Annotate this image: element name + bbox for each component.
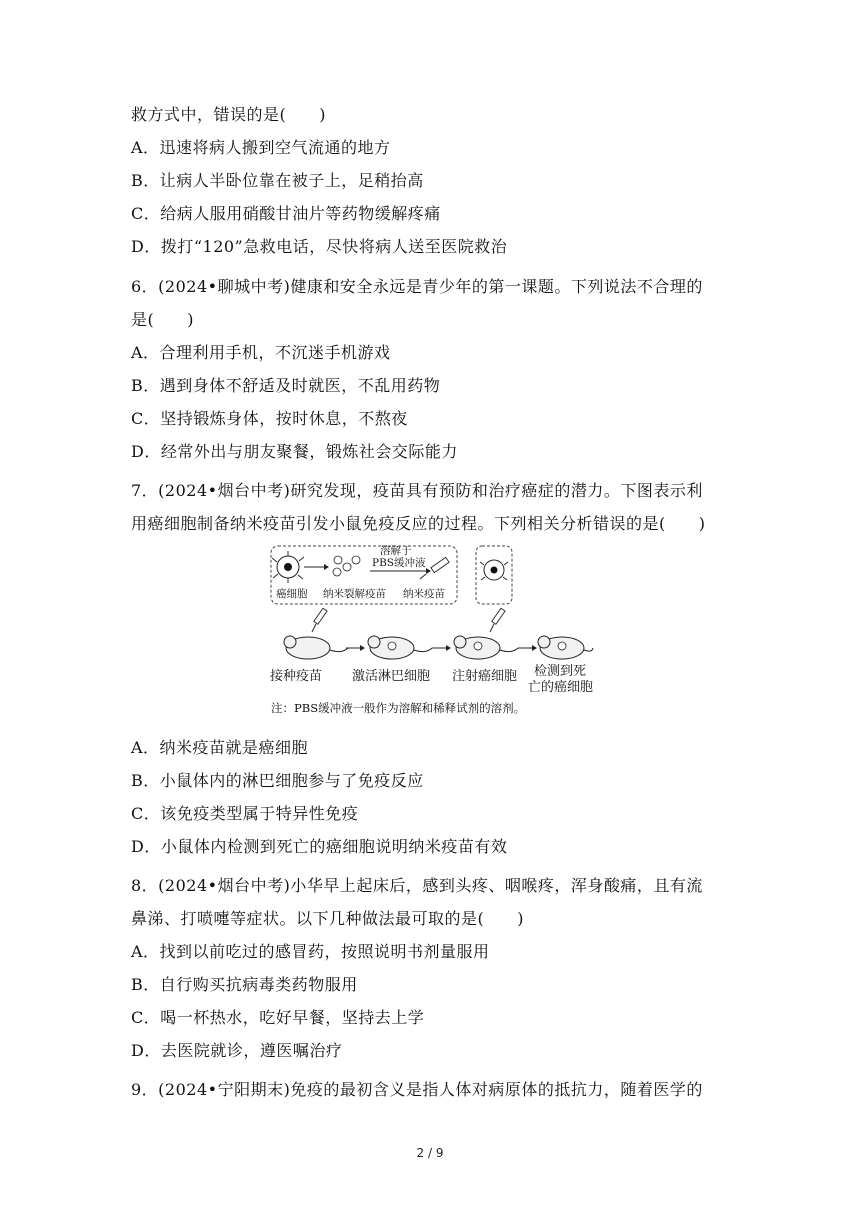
text-line: 8．(2024•烟台中考)小华早上起床后，感到头疼、咽喉疼，浑身酸痛，且有流 (131, 876, 703, 895)
mouse-icon-1 (284, 636, 348, 659)
fig-label-nano-lysate: 纳米裂解疫苗 (323, 588, 386, 600)
page-number: 2 / 9 (416, 1146, 444, 1160)
cancer-cell-icon-2 (480, 560, 508, 580)
text-line: 7．(2024•烟台中考)研究发现，疫苗具有预防和治疗癌症的潜力。下图表示利 (131, 481, 703, 500)
fig-label-dissolve-1: 溶解于 (380, 545, 412, 557)
mouse-icon-3 (454, 636, 518, 659)
fig-label-step1: 接种疫苗 (270, 669, 323, 684)
text-line: C．给病人服用硝酸甘油片等药物缓解疼痛 (131, 204, 441, 223)
vaccine-process-figure (268, 540, 594, 720)
text-line: A．迅速将病人搬到空气流通的地方 (131, 138, 391, 157)
text-line: 6．(2024•聊城中考)健康和安全永远是青少年的第一课题。下列说法不合理的 (131, 277, 703, 296)
text-line: D．去医院就诊，遵医嘱治疗 (131, 1041, 343, 1060)
text-line: C．该免疫类型属于特异性免疫 (131, 804, 359, 823)
vaccine-diagram (268, 540, 594, 720)
syringe-icon-right (490, 608, 505, 632)
text-line: B．小鼠体内的淋巴细胞参与了免疫反应 (131, 771, 424, 790)
text-line: B．让病人半卧位靠在被子上，足稍抬高 (131, 171, 424, 190)
mouse-icon-2 (368, 636, 432, 659)
text-line: B．自行购买抗病毒类药物服用 (131, 975, 358, 994)
text-line: C．喝一杯热水，吃好早餐，坚持去上学 (131, 1008, 425, 1027)
fig-label-nano-vaccine: 纳米疫苗 (403, 588, 445, 600)
text-line: 9．(2024•宁阳期末)免疫的最初含义是指人体对病原体的抵抗力，随着医学的 (131, 1080, 703, 1099)
text-line: D．经常外出与朋友聚餐，锻炼社会交际能力 (131, 442, 458, 461)
syringe-icon-left (312, 608, 327, 632)
text-line: B．遇到身体不舒适及时就医，不乱用药物 (131, 376, 441, 395)
text-line: C．坚持锻炼身体，按时休息，不熬夜 (131, 409, 408, 428)
text-line: D．小鼠体内检测到死亡的癌细胞说明纳米疫苗有效 (131, 837, 508, 856)
text-line: D．拨打“120”急救电话，尽快将病人送至医院救治 (131, 237, 508, 256)
text-line: 是( ) (131, 310, 194, 329)
text-line: 用癌细胞制备纳米疫苗引发小鼠免疫反应的过程。下列相关分析错误的是( ) (131, 514, 706, 533)
fig-label-cancer-cell: 癌细胞 (276, 588, 308, 600)
fig-label-step4a: 检测到死 (534, 664, 587, 679)
text-line: A．找到以前吃过的感冒药，按照说明书剂量服用 (131, 942, 490, 961)
text-line: 鼻涕、打喷嚏等症状。以下几种做法最可取的是( ) (131, 909, 524, 928)
fig-caption: 注：PBS缓冲液一般作为溶解和稀释试剂的溶剂。 (271, 701, 526, 715)
fig-label-dissolve-2: PBS缓冲液 (372, 557, 426, 569)
fig-label-step3: 注射癌细胞 (452, 669, 518, 684)
nano-particles-icon (333, 556, 360, 576)
text-line: 救方式中，错误的是( ) (131, 105, 326, 124)
fig-label-step4b: 亡的癌细胞 (528, 680, 594, 695)
fig-label-step2: 激活淋巴细胞 (352, 669, 431, 684)
text-line: A．纳米疫苗就是癌细胞 (131, 738, 309, 757)
text-line: A．合理利用手机，不沉迷手机游戏 (131, 343, 391, 362)
cancer-cell-icon (272, 551, 304, 583)
mouse-icon-4 (538, 636, 593, 659)
